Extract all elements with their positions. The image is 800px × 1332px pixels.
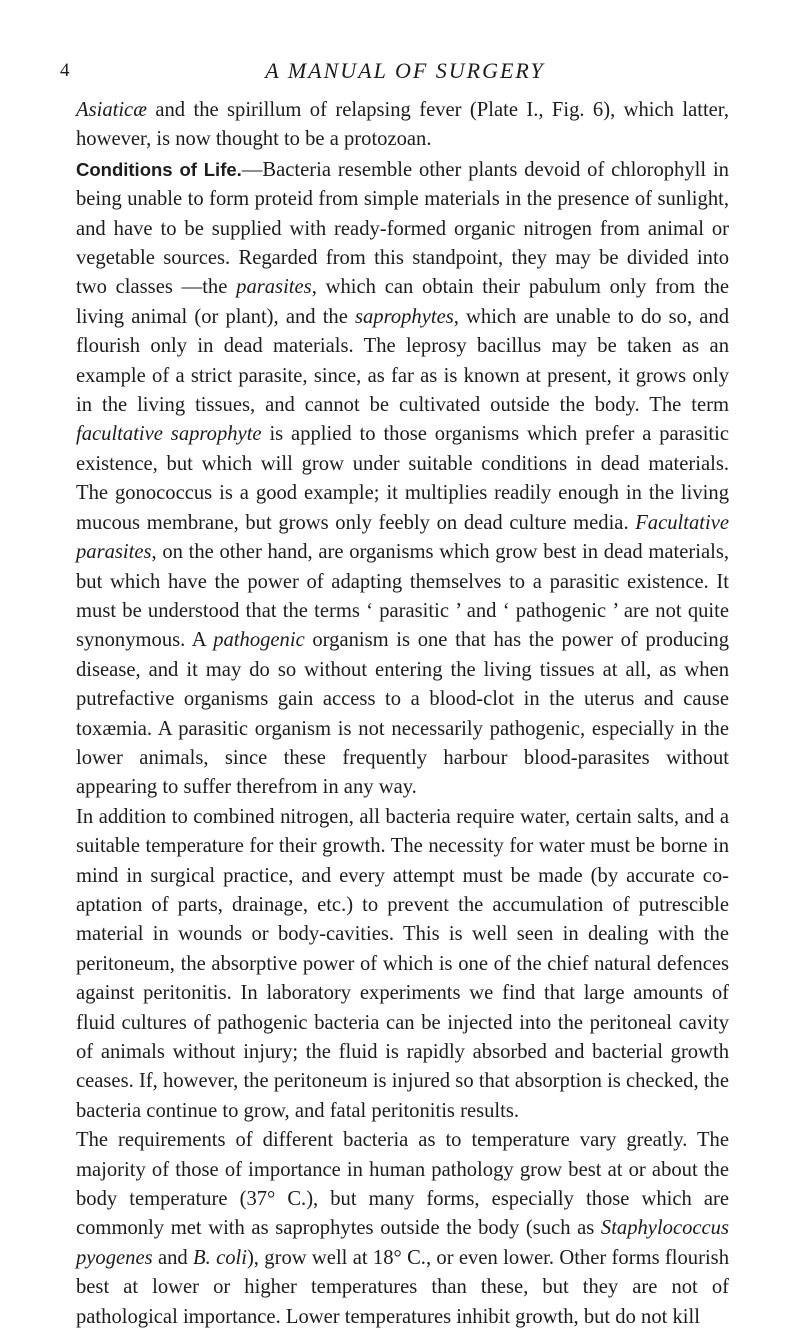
italic-term: B. coli: [193, 1246, 247, 1269]
italic-term: Asiaticæ: [76, 99, 147, 121]
paragraph-water-requirements: [76, 803, 729, 1126]
text-run: —Bacteria resemble other plants devoid of chlorophyll in being unable to form proteid from simple materials in the presence of sunlight, and have to be supplied with ready-formed organic nitrogen from animal or vegetable sources. Regarded from this standpoint, they may be divided into two classes —the: [76, 158, 729, 299]
text-run: ), grow well at 18° C., or even lower. Other forms flourish best at lower or higher temperatures than these, but they are not of pathological importance. Lower temperatures inhibit growth, but do not kill: [76, 1246, 729, 1328]
page-number: 4: [60, 60, 70, 81]
text-run: and: [152, 1246, 194, 1269]
paragraph-conditions-of-life: [76, 155, 729, 803]
italic-term: parasites: [236, 276, 312, 299]
text-run: is applied to those organisms which prefer a parasitic existence, but which will grow under suitable conditions in dead materials. The gonococcus is a good example; it multiplies readily enough in the living mucous membrane, but grows only feebly on dead culture media.: [76, 423, 729, 534]
text-run: , on the other hand, are organisms which grow best in dead materials, but which have the power of adapting themselves to a parasitic existence. It must be understood that the terms ‘ parasitic ’ and ‘ pathogenic ’ are not quite synonymous. A: [76, 541, 729, 652]
section-lead-in: Conditions of Life.: [76, 158, 242, 180]
body-text: [76, 96, 729, 1332]
italic-term: pathogenic: [213, 629, 305, 652]
text-run: , which are unable to do so, and flourish only in dead materials. The leprosy bacillus may be taken as an example of a strict parasite, since, as far as is known at present, it grows only in the living tissues, and cannot be cultivated outside the body. The term: [76, 305, 729, 417]
text-run: The requirements of different bacteria as to temperature vary greatly. The majority of those of importance in human pathology grow best at or about the body temperature (37° C.), but many forms, especially those which are commonly met with as saprophytes outside the body (such as: [76, 1129, 729, 1240]
text-run: , which can obtain their pabulum only from the living animal (or plant), and the: [76, 276, 730, 328]
text-run: and the spirillum of relapsing fever (Plate I., Fig. 6), which latter, however, is now thought to be a protozoan.: [76, 99, 729, 151]
italic-term: Facultative parasites: [76, 511, 729, 564]
italic-term: facultative saprophyte: [76, 423, 262, 446]
italic-term: Staphylococcus pyogenes: [76, 1217, 729, 1269]
page-header: [60, 56, 750, 86]
paragraph-asiaticae: [76, 96, 729, 155]
running-title: A MANUAL OF SURGERY: [265, 58, 545, 83]
text-run: organism is one that has the power of producing disease, and it may do so without entering the living tissues at all, as when putrefactive organisms gain access to a blood-clot in the uterus and cause toxæmia. A parasitic organism is not necessarily pathogenic, especially in the lower animals, since these frequently harbour blood-parasites without appearing to suffer therefrom in any way.: [76, 629, 729, 799]
text-run: In addition to combined nitrogen, all bacteria require water, certain salts, and a suitable temperature for their growth. The necessity for water must be borne in mind in surgical practice, and every attempt must be made (by accurate co-aptation of parts, drainage, etc.) to prevent the accumulation of putrescible material in wounds or body-cavities. This is well seen in dealing with the peritoneum, the absorptive power of which is one of the chief natural defences against peritonitis. In laboratory experiments we find that large amounts of fluid cultures of pathogenic bacteria can be injected into the peritoneal cavity of animals without injury; the fluid is rapidly absorbed and bacterial growth ceases. If, however, the peritoneum is injured so that absorption is checked, the bacteria continue to grow, and fatal peritonitis results.: [76, 805, 729, 1122]
italic-term: saprophytes: [354, 305, 454, 328]
paragraph-temperature-requirements: [76, 1126, 729, 1332]
